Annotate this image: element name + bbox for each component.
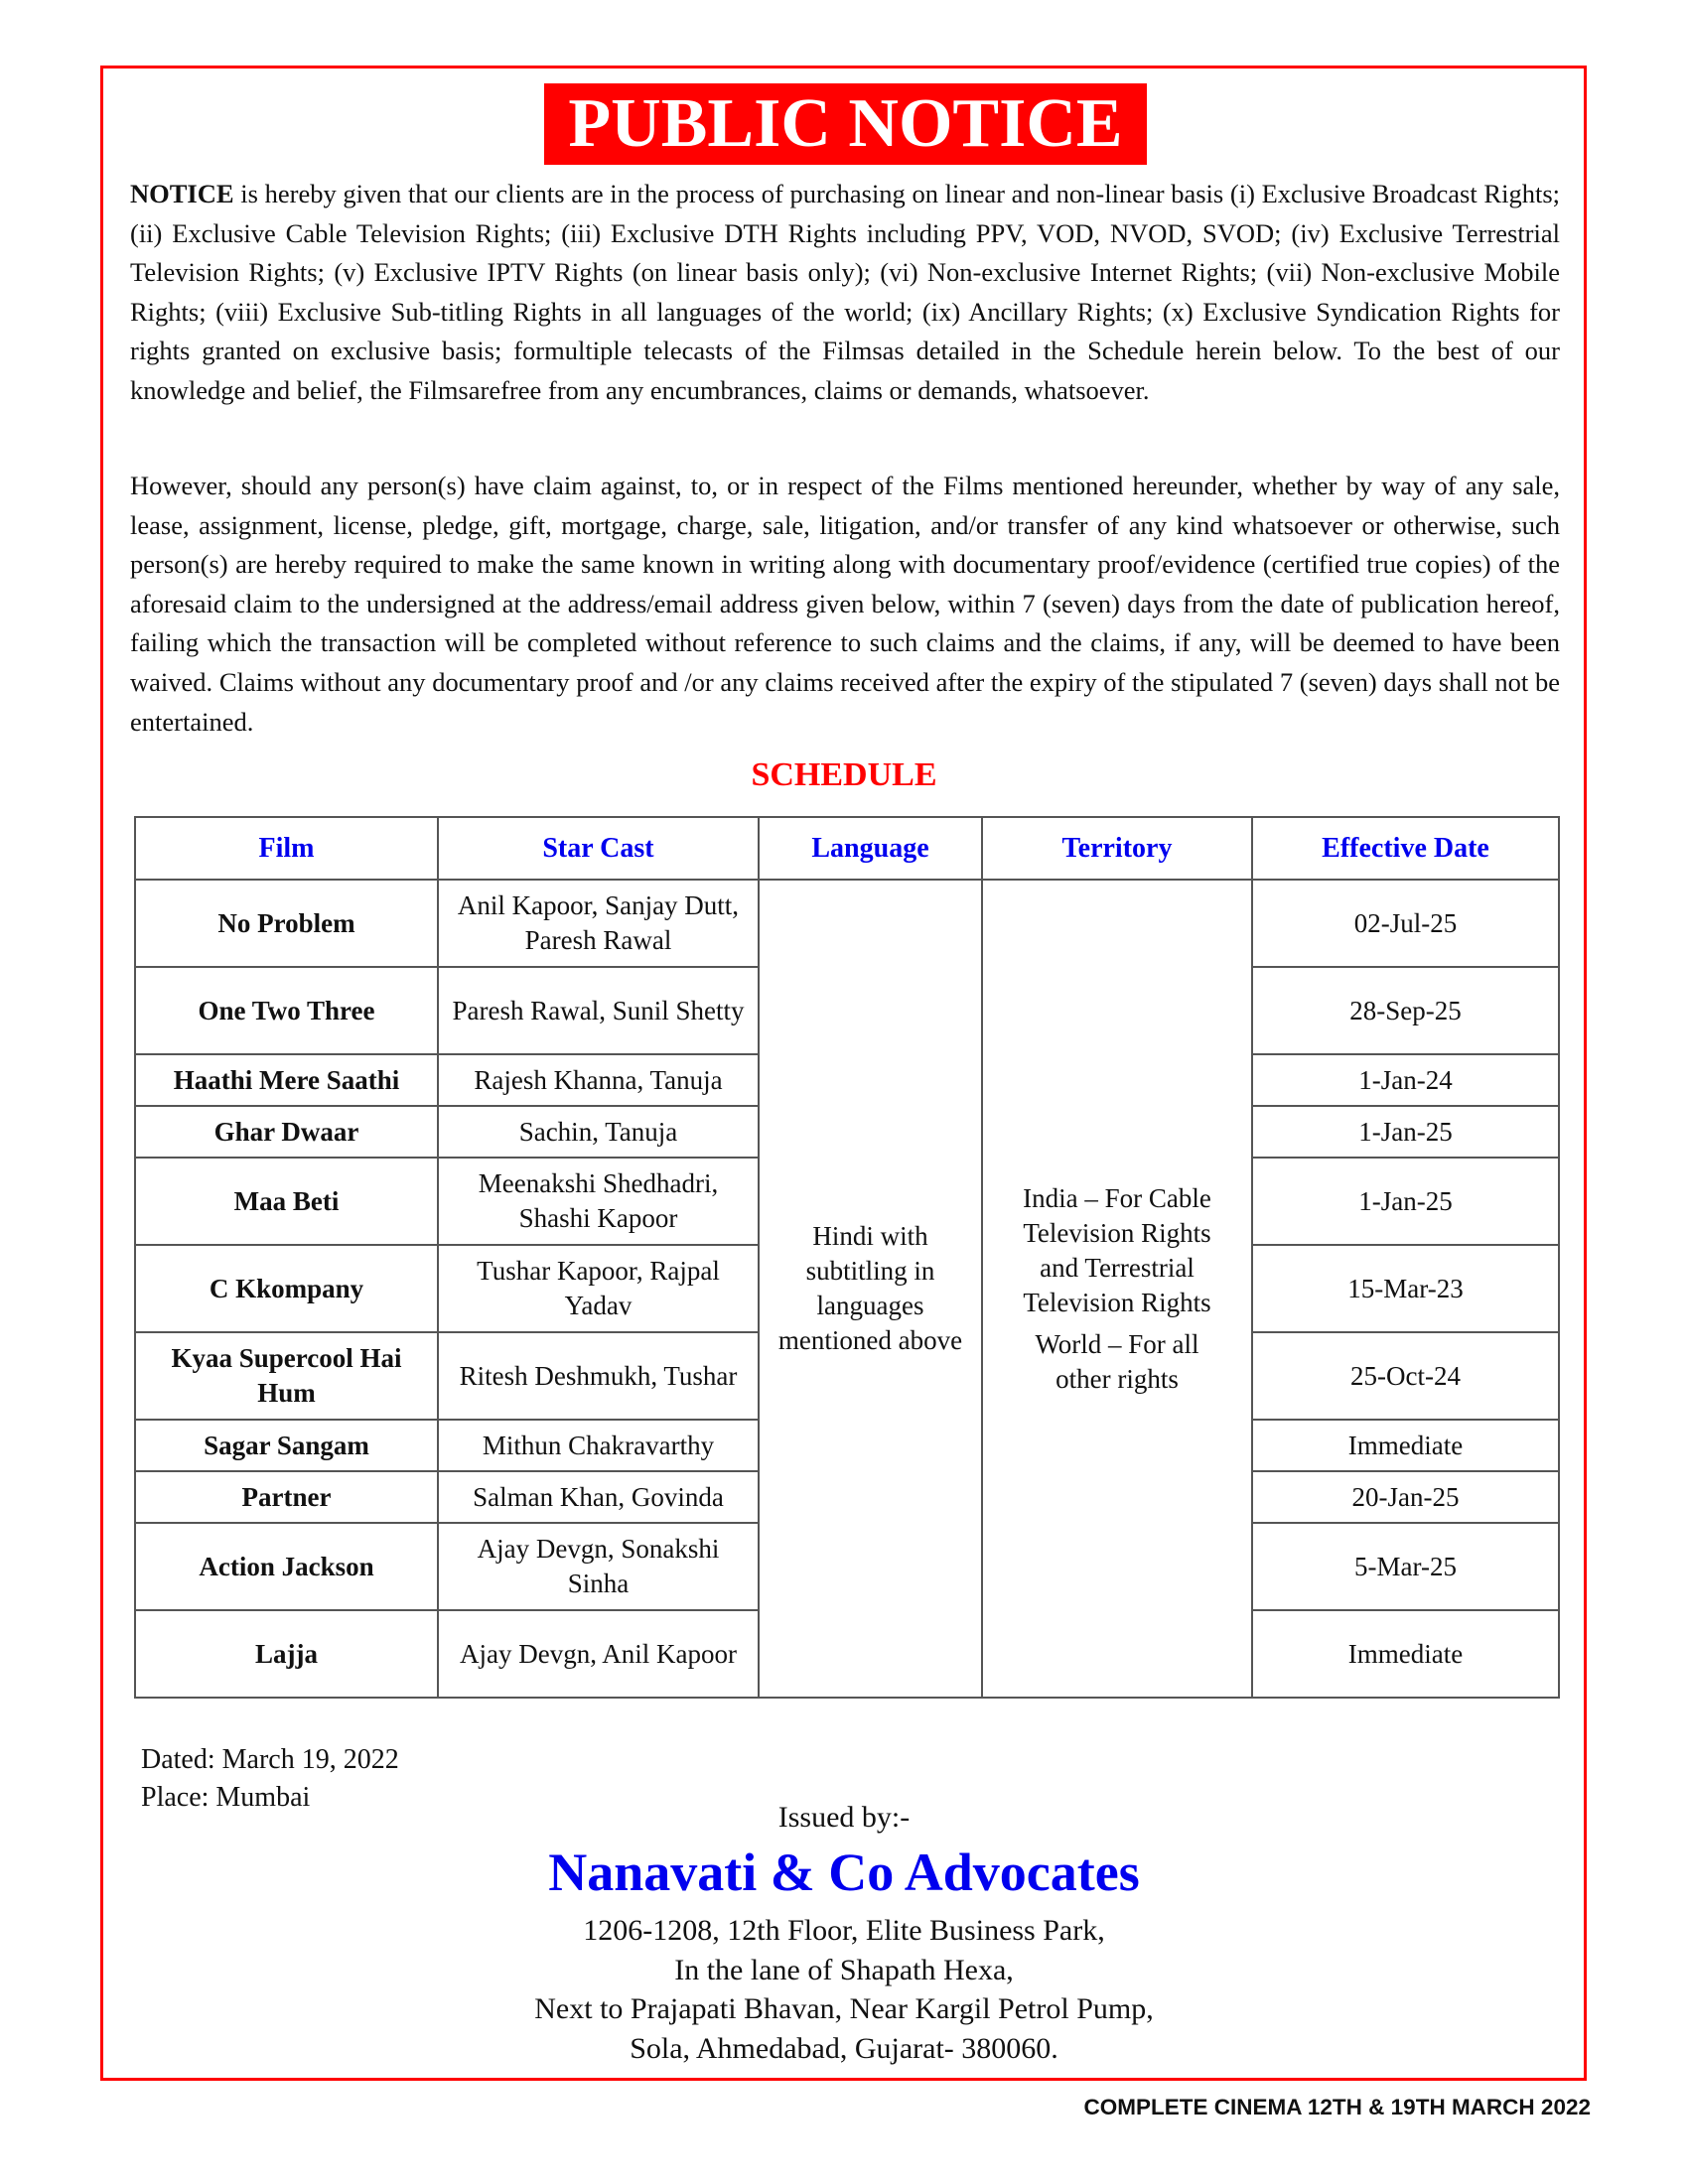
notice-title-banner <box>544 83 1147 165</box>
star-cast-cell: Ritesh Deshmukh, Tushar <box>438 1332 759 1420</box>
film-title-cell: Ghar Dwaar <box>135 1106 438 1158</box>
address-line: In the lane of Shapath Hexa, <box>674 1953 1014 1986</box>
effective-date-cell: 20-Jan-25 <box>1252 1471 1559 1523</box>
column-header-territory: Territory <box>982 817 1252 880</box>
film-title-cell: One Two Three <box>135 967 438 1054</box>
film-title-cell: Partner <box>135 1471 438 1523</box>
star-cast-cell: Rajesh Khanna, Tanuja <box>438 1054 759 1106</box>
table-header-row <box>135 817 1559 880</box>
notice-paragraph-2: However, should any person(s) have claim against, to, or in respect of the Films mentioned hereunder, whether by way of any sale, lease, assignment, license, pledge, gift, mortgage, charge, sale, litigation, and/or transfer of any kind whatsoever or otherwise, such person(s) are hereby required to make the same known in writing along with documentary proof/evidence (certified true copies) of the aforesaid claim to the undersigned at the address/email address given below, within 7 (seven) days from the date of publication hereof, failing which the transaction will be completed without reference to such claims and the claims, if any, will be deemed to have been waived. Claims without any documentary proof and /or any claims received after the expiry of the stipulated 7 (seven) days shall not be entertained. <box>130 471 1560 737</box>
notice-paragraph-1 <box>130 175 1560 411</box>
table-row <box>135 880 1559 967</box>
film-title-cell: Sagar Sangam <box>135 1420 438 1471</box>
film-title-cell: Kyaa Supercool Hai Hum <box>135 1332 438 1420</box>
film-title-cell: C Kkompany <box>135 1245 438 1332</box>
star-cast-cell: Anil Kapoor, Sanjay Dutt, Paresh Rawal <box>438 880 759 967</box>
star-cast-cell: Tushar Kapoor, Rajpal Yadav <box>438 1245 759 1332</box>
effective-date-cell: 25-Oct-24 <box>1252 1332 1559 1420</box>
effective-date-cell: 1-Jan-24 <box>1252 1054 1559 1106</box>
column-header-film: Film <box>135 817 438 880</box>
firm-name: Nanavati & Co Advocates <box>548 1843 1140 1902</box>
schedule-heading: SCHEDULE <box>751 756 937 793</box>
effective-date-cell: 5-Mar-25 <box>1252 1523 1559 1610</box>
effective-date-cell: 02-Jul-25 <box>1252 880 1559 967</box>
column-header-effective-date: Effective Date <box>1252 817 1559 880</box>
schedule-table <box>134 816 1560 1699</box>
effective-date-cell: 1-Jan-25 <box>1252 1158 1559 1245</box>
film-title-cell: Lajja <box>135 1610 438 1698</box>
publication-footer: COMPLETE CINEMA 12TH & 19TH MARCH 2022 <box>1083 2095 1591 2119</box>
star-cast-cell: Ajay Devgn, Sonakshi Sinha <box>438 1523 759 1610</box>
film-title-cell: Haathi Mere Saathi <box>135 1054 438 1106</box>
column-header-star-cast: Star Cast <box>438 817 759 880</box>
address-line: Next to Prajapati Bhavan, Near Kargil Petrol Pump, <box>534 1992 1154 2025</box>
firm-address <box>0 1911 1688 2068</box>
star-cast-cell: Mithun Chakravarthy <box>438 1420 759 1471</box>
territory-world: World – For all other rights <box>1035 1328 1199 1394</box>
star-cast-cell: Meenakshi Shedhadri, Shashi Kapoor <box>438 1158 759 1245</box>
effective-date-cell: 28-Sep-25 <box>1252 967 1559 1054</box>
language-cell: Hindi with subtitling in languages mentioned above <box>759 880 982 1698</box>
effective-date-cell: 1-Jan-25 <box>1252 1106 1559 1158</box>
film-title-cell: No Problem <box>135 880 438 967</box>
address-line: 1206-1208, 12th Floor, Elite Business Park, <box>583 1914 1105 1947</box>
issued-by-label: Issued by:- <box>777 1801 911 1834</box>
star-cast-cell: Ajay Devgn, Anil Kapoor <box>438 1610 759 1698</box>
effective-date-cell: Immediate <box>1252 1420 1559 1471</box>
notice-lead-word: NOTICE <box>130 179 234 208</box>
column-header-language: Language <box>759 817 982 880</box>
notice-paragraph-1-text: is hereby given that our clients are in the process of purchasing on linear and non-linear basis (i) Exclusive Broadcast Rights; (ii) Exclusive Cable Television Rights; (iii) Exclusive DTH Rights including PPV, VOD, NVOD, SVOD; (iv) Exclusive Terrestrial Television Rights; (v) Exclusive IPTV Rights (on linear basis only); (vi) Non-exclusive Internet Rights; (vii) Non-exclusive Mobile Rights; (viii) Exclusive Sub-titling Rights in all languages of the world; (ix) Ancillary Rights; (x) Exclusive Syndication Rights for rights granted on exclusive basis; formultiple telecasts of the Filmsas detailed in the Schedule herein below. To the best of our knowledge and belief, the Filmsarefree from any encumbrances, claims or demands, whatsoever. <box>130 179 1560 405</box>
effective-date-cell: Immediate <box>1252 1610 1559 1698</box>
film-title-cell: Maa Beti <box>135 1158 438 1245</box>
place-line: Place: Mumbai <box>141 1782 311 1813</box>
notice-title: PUBLIC NOTICE <box>568 85 1123 162</box>
film-title-cell: Action Jackson <box>135 1523 438 1610</box>
address-line: Sola, Ahmedabad, Gujarat- 380060. <box>630 2031 1058 2065</box>
dated-line: Dated: March 19, 2022 <box>141 1744 399 1775</box>
star-cast-cell: Salman Khan, Govinda <box>438 1471 759 1523</box>
star-cast-cell: Paresh Rawal, Sunil Shetty <box>438 967 759 1054</box>
territory-cell <box>982 880 1252 1698</box>
effective-date-cell: 15-Mar-23 <box>1252 1245 1559 1332</box>
star-cast-cell: Sachin, Tanuja <box>438 1106 759 1158</box>
territory-india: India – For Cable Television Rights and Terrestrial Television Rights <box>1023 1182 1211 1317</box>
